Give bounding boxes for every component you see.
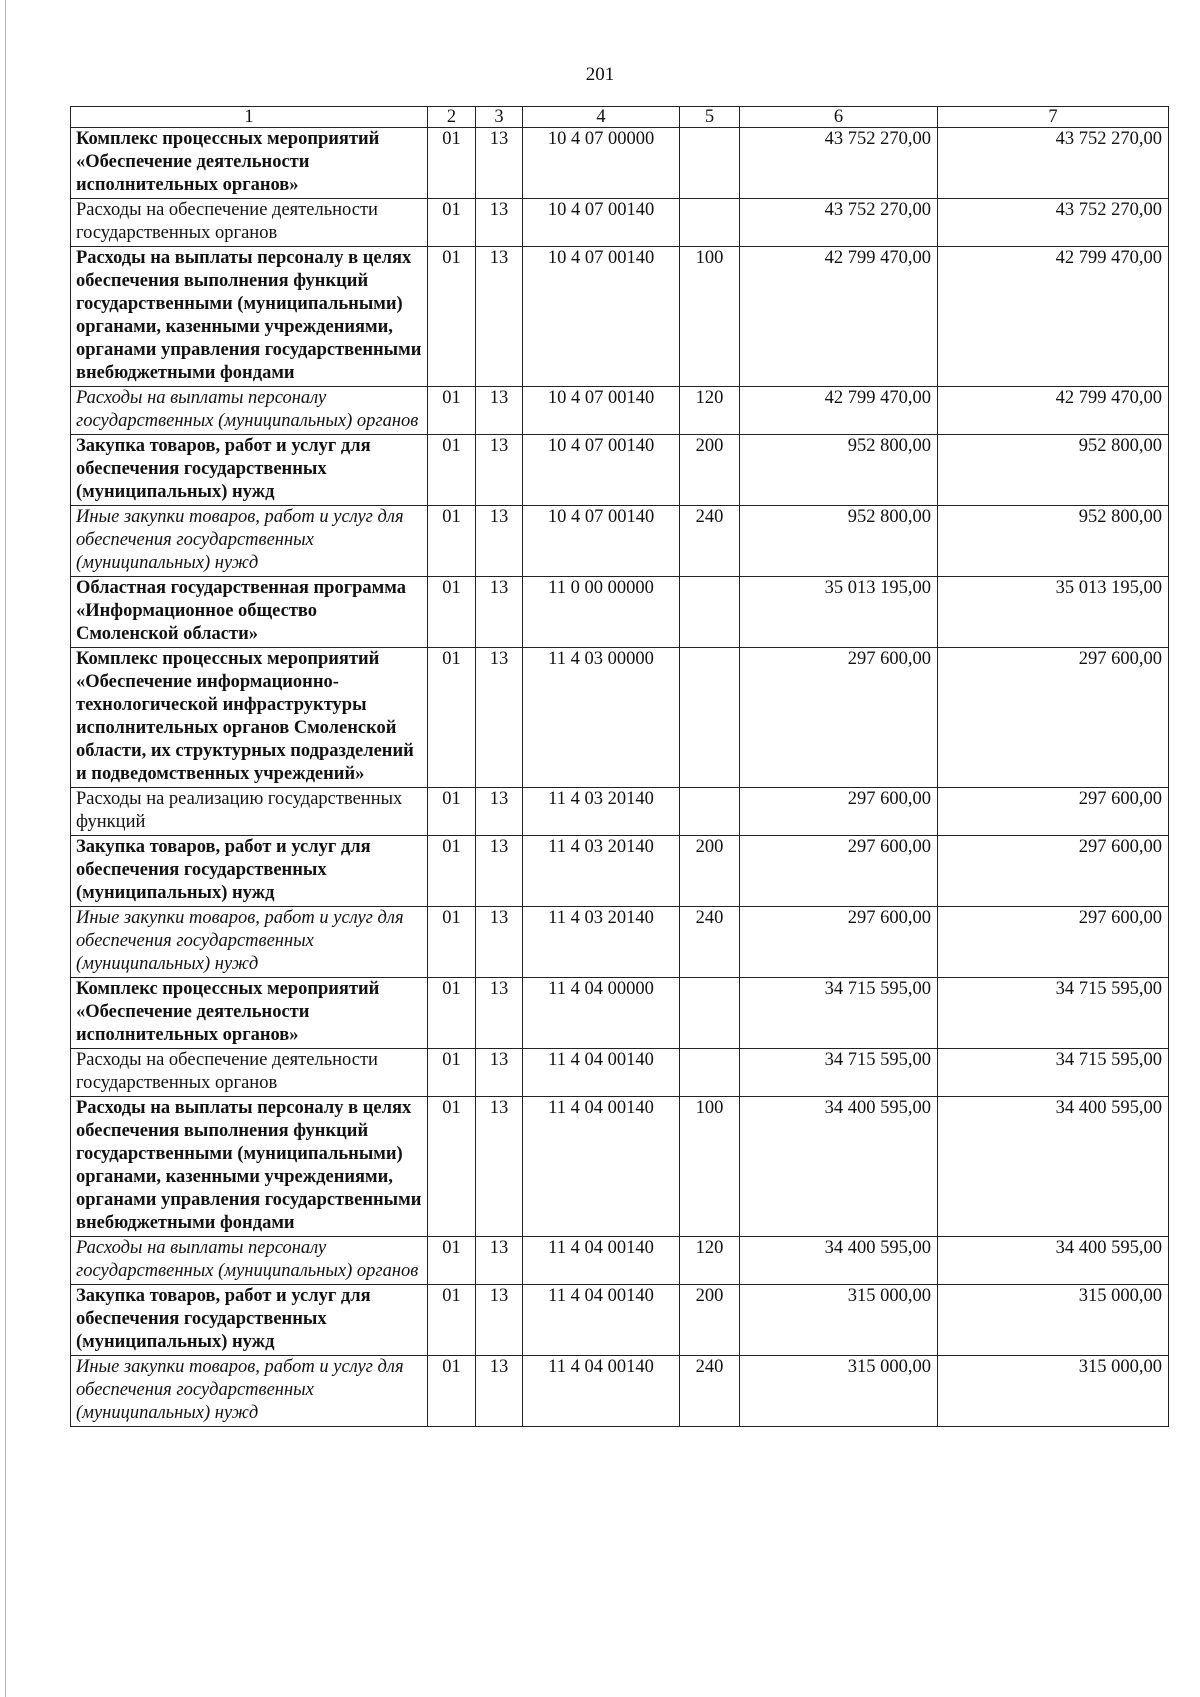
row-name-cell: Расходы на выплаты персоналу государственных (муниципальных) органов: [71, 1237, 428, 1285]
amount-cell-col6: 34 715 595,00: [740, 1049, 938, 1097]
row-name-cell: Комплекс процессных мероприятий «Обеспечение деятельности исполнительных органов»: [71, 128, 428, 199]
table-row: [71, 1097, 1169, 1237]
amount-cell-col6: 43 752 270,00: [740, 199, 938, 247]
amount-cell-col7: 297 600,00: [938, 907, 1169, 978]
target-article-code-cell: 11 4 04 00140: [523, 1049, 680, 1097]
subsection-code-cell: 13: [476, 1237, 523, 1285]
target-article-code-cell: 11 4 04 00140: [523, 1285, 680, 1356]
table-row: [71, 1285, 1169, 1356]
amount-cell-col6: 42 799 470,00: [740, 387, 938, 435]
section-code-cell: 01: [428, 978, 476, 1049]
section-code-cell: 01: [428, 788, 476, 836]
target-article-code-cell: 11 4 03 00000: [523, 648, 680, 788]
table-row: [71, 435, 1169, 506]
amount-cell-col7: 315 000,00: [938, 1285, 1169, 1356]
subsection-code-cell: 13: [476, 1285, 523, 1356]
subsection-code-cell: 13: [476, 128, 523, 199]
amount-cell-col6: 34 400 595,00: [740, 1237, 938, 1285]
amount-cell-col6: 297 600,00: [740, 788, 938, 836]
target-article-code-cell: 11 4 03 20140: [523, 836, 680, 907]
amount-cell-col7: 34 715 595,00: [938, 978, 1169, 1049]
column-number-row: [71, 107, 1169, 128]
table-row: [71, 648, 1169, 788]
amount-cell-col6: 34 400 595,00: [740, 1097, 938, 1237]
amount-cell-col6: 35 013 195,00: [740, 577, 938, 648]
target-article-code-cell: 11 4 03 20140: [523, 788, 680, 836]
section-code-cell: 01: [428, 577, 476, 648]
amount-cell-col6: 42 799 470,00: [740, 247, 938, 387]
row-name-cell: Закупка товаров, работ и услуг для обеспечения государственных (муниципальных) нужд: [71, 1285, 428, 1356]
row-name-cell: Расходы на выплаты персоналу государственных (муниципальных) органов: [71, 387, 428, 435]
amount-cell-col7: 42 799 470,00: [938, 387, 1169, 435]
subsection-code-cell: 13: [476, 648, 523, 788]
target-article-code-cell: 11 4 04 00140: [523, 1237, 680, 1285]
column-number-header: 1: [71, 107, 428, 128]
amount-cell-col7: 952 800,00: [938, 506, 1169, 577]
amount-cell-col6: 43 752 270,00: [740, 128, 938, 199]
expense-type-code-cell: 120: [680, 1237, 740, 1285]
amount-cell-col7: 315 000,00: [938, 1356, 1169, 1427]
amount-cell-col7: 952 800,00: [938, 435, 1169, 506]
subsection-code-cell: 13: [476, 1097, 523, 1237]
section-code-cell: 01: [428, 1285, 476, 1356]
amount-cell-col6: 315 000,00: [740, 1356, 938, 1427]
amount-cell-col7: 34 715 595,00: [938, 1049, 1169, 1097]
amount-cell-col6: 952 800,00: [740, 506, 938, 577]
column-number-header: 6: [740, 107, 938, 128]
table-body: [71, 128, 1169, 1427]
expense-type-code-cell: [680, 1049, 740, 1097]
subsection-code-cell: 13: [476, 387, 523, 435]
amount-cell-col6: 34 715 595,00: [740, 978, 938, 1049]
row-name-cell: Закупка товаров, работ и услуг для обеспечения государственных (муниципальных) нужд: [71, 836, 428, 907]
amount-cell-col6: 297 600,00: [740, 836, 938, 907]
column-number-header: 5: [680, 107, 740, 128]
section-code-cell: 01: [428, 387, 476, 435]
expense-type-code-cell: 200: [680, 836, 740, 907]
budget-table: [70, 106, 1169, 1427]
section-code-cell: 01: [428, 1237, 476, 1285]
amount-cell-col7: 43 752 270,00: [938, 128, 1169, 199]
expense-type-code-cell: 200: [680, 435, 740, 506]
subsection-code-cell: 13: [476, 1049, 523, 1097]
section-code-cell: 01: [428, 199, 476, 247]
row-name-cell: Расходы на обеспечение деятельности государственных органов: [71, 199, 428, 247]
amount-cell-col7: 297 600,00: [938, 648, 1169, 788]
expense-type-code-cell: 100: [680, 247, 740, 387]
section-code-cell: 01: [428, 648, 476, 788]
target-article-code-cell: 10 4 07 00000: [523, 128, 680, 199]
target-article-code-cell: 11 4 04 00140: [523, 1097, 680, 1237]
row-name-cell: Иные закупки товаров, работ и услуг для обеспечения государственных (муниципальных) нужд: [71, 907, 428, 978]
table-row: [71, 128, 1169, 199]
expense-type-code-cell: [680, 978, 740, 1049]
expense-type-code-cell: [680, 648, 740, 788]
subsection-code-cell: 13: [476, 907, 523, 978]
scan-margin-line: [5, 0, 6, 1697]
expense-type-code-cell: 240: [680, 506, 740, 577]
target-article-code-cell: 10 4 07 00140: [523, 435, 680, 506]
expense-type-code-cell: [680, 577, 740, 648]
amount-cell-col6: 297 600,00: [740, 648, 938, 788]
table-row: [71, 506, 1169, 577]
section-code-cell: 01: [428, 1097, 476, 1237]
section-code-cell: 01: [428, 128, 476, 199]
section-code-cell: 01: [428, 836, 476, 907]
expense-type-code-cell: [680, 788, 740, 836]
amount-cell-col7: 34 400 595,00: [938, 1097, 1169, 1237]
amount-cell-col6: 297 600,00: [740, 907, 938, 978]
table-row: [71, 788, 1169, 836]
target-article-code-cell: 10 4 07 00140: [523, 506, 680, 577]
section-code-cell: 01: [428, 506, 476, 577]
subsection-code-cell: 13: [476, 506, 523, 577]
table-row: [71, 978, 1169, 1049]
table-row: [71, 907, 1169, 978]
amount-cell-col7: 34 400 595,00: [938, 1237, 1169, 1285]
row-name-cell: Расходы на выплаты персоналу в целях обеспечения выполнения функций государственными (муниципальными) органами, казенными учреждениями, органами управления государственными внебюджетными фондами: [71, 247, 428, 387]
table-row: [71, 387, 1169, 435]
column-number-header: 4: [523, 107, 680, 128]
amount-cell-col7: 43 752 270,00: [938, 199, 1169, 247]
section-code-cell: 01: [428, 1049, 476, 1097]
subsection-code-cell: 13: [476, 836, 523, 907]
subsection-code-cell: 13: [476, 978, 523, 1049]
column-number-header: 7: [938, 107, 1169, 128]
section-code-cell: 01: [428, 247, 476, 387]
amount-cell-col6: 315 000,00: [740, 1285, 938, 1356]
table-row: [71, 199, 1169, 247]
target-article-code-cell: 10 4 07 00140: [523, 387, 680, 435]
expense-type-code-cell: 240: [680, 1356, 740, 1427]
amount-cell-col7: 297 600,00: [938, 836, 1169, 907]
table-row: [71, 1237, 1169, 1285]
subsection-code-cell: 13: [476, 788, 523, 836]
subsection-code-cell: 13: [476, 247, 523, 387]
row-name-cell: Областная государственная программа «Информационное общество Смоленской области»: [71, 577, 428, 648]
row-name-cell: Расходы на реализацию государственных функций: [71, 788, 428, 836]
expense-type-code-cell: 240: [680, 907, 740, 978]
target-article-code-cell: 11 4 04 00000: [523, 978, 680, 1049]
target-article-code-cell: 11 4 03 20140: [523, 907, 680, 978]
section-code-cell: 01: [428, 435, 476, 506]
column-number-header: 3: [476, 107, 523, 128]
expense-type-code-cell: 200: [680, 1285, 740, 1356]
row-name-cell: Расходы на обеспечение деятельности государственных органов: [71, 1049, 428, 1097]
target-article-code-cell: 11 0 00 00000: [523, 577, 680, 648]
row-name-cell: Расходы на выплаты персоналу в целях обеспечения выполнения функций государственными (муниципальными) органами, казенными учреждениями, органами управления государственными внебюджетными фондами: [71, 1097, 428, 1237]
column-number-header: 2: [428, 107, 476, 128]
expense-type-code-cell: 100: [680, 1097, 740, 1237]
section-code-cell: 01: [428, 1356, 476, 1427]
amount-cell-col7: 297 600,00: [938, 788, 1169, 836]
table-row: [71, 1049, 1169, 1097]
subsection-code-cell: 13: [476, 435, 523, 506]
subsection-code-cell: 13: [476, 577, 523, 648]
row-name-cell: Комплекс процессных мероприятий «Обеспечение информационно-технологической инфраструктуры исполнительных органов Смоленской области, их структурных подразделений и подведомственных учреждений»: [71, 648, 428, 788]
amount-cell-col7: 42 799 470,00: [938, 247, 1169, 387]
table-row: [71, 1356, 1169, 1427]
target-article-code-cell: 10 4 07 00140: [523, 247, 680, 387]
table-row: [71, 836, 1169, 907]
subsection-code-cell: 13: [476, 1356, 523, 1427]
expense-type-code-cell: 120: [680, 387, 740, 435]
row-name-cell: Иные закупки товаров, работ и услуг для обеспечения государственных (муниципальных) нужд: [71, 1356, 428, 1427]
section-code-cell: 01: [428, 907, 476, 978]
expense-type-code-cell: [680, 128, 740, 199]
subsection-code-cell: 13: [476, 199, 523, 247]
row-name-cell: Иные закупки товаров, работ и услуг для обеспечения государственных (муниципальных) нужд: [71, 506, 428, 577]
page-number: 201: [585, 64, 615, 85]
table-row: [71, 577, 1169, 648]
amount-cell-col7: 35 013 195,00: [938, 577, 1169, 648]
row-name-cell: Комплекс процессных мероприятий «Обеспечение деятельности исполнительных органов»: [71, 978, 428, 1049]
table-row: [71, 247, 1169, 387]
expense-type-code-cell: [680, 199, 740, 247]
target-article-code-cell: 11 4 04 00140: [523, 1356, 680, 1427]
amount-cell-col6: 952 800,00: [740, 435, 938, 506]
target-article-code-cell: 10 4 07 00140: [523, 199, 680, 247]
row-name-cell: Закупка товаров, работ и услуг для обеспечения государственных (муниципальных) нужд: [71, 435, 428, 506]
